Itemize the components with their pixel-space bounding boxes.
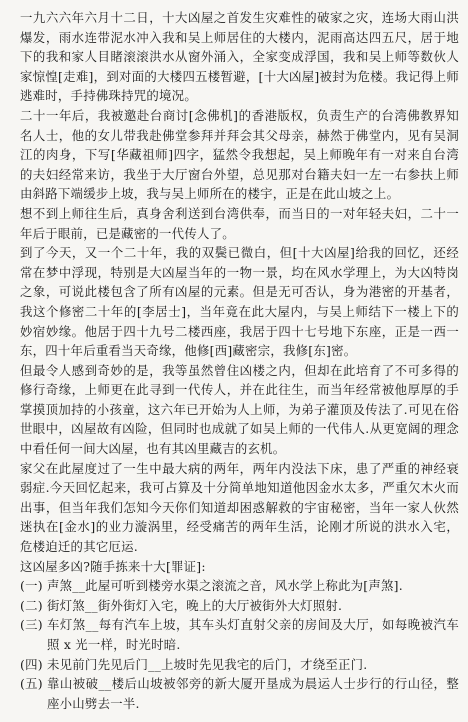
- list-item-number: (二): [20, 597, 43, 613]
- paragraph-wonder: 但最令人感到奇妙的是，我等虽然曾住凶楼之内，但却在此培育了不可多得的修行奇缘，上师更在此寻到一代传人，并在此往生，而当年经常被他厚厚的手掌摸顶加持的小孩童，这六年已开始为人上师，为弟子灌顶及传法了.可见在俗世眼中，凶屋故有凶险，但同时也成就了如吴上师的一代伟人.从更宽阔的理念中看任何一间大凶屋，也有其凶里藏吉的玄机。: [20, 362, 459, 457]
- list-item: [20, 576, 459, 596]
- list-item: [20, 655, 459, 675]
- list-item-number: (四): [20, 656, 43, 672]
- list-item-text: 车灯煞__每有汽车上坡，其车头灯直射父亲的房间及大厅，如每晚被汽车照 x 光一样，时光时暗.: [47, 617, 459, 652]
- list-item-text: 声煞__此屋可听到楼旁水渠之滚流之音，风水学上称此为[声煞].: [47, 578, 403, 594]
- paragraph-taiwan-visit: 二十一年后，我被邀赴台商讨[念佛机]的香港版权，负责生产的台湾佛教界知名人士，他的女儿带我赴佛堂参拜并拜会其父母亲，赫然于佛堂内，见有吴洞江的肉身，下写[华藏祖师]四字，猛然令我想起，吴上师晚年有一对来自台湾的夫妇经常来访，我坐于大厅窗台外望，总见那对台籍夫妇一左一右参扶上师由斜路下端缓步上坡，我与吴上师所在的楼宇，正是在此山坡之上。: [20, 107, 459, 202]
- paragraph-father-illness: 家父在此屋度过了一生中最大病的两年，两年内没法下床，患了严重的神经衰弱症.今天回忆起来，我可占算及十分简单地知道他因金水太多，严重欠木火而出事，但当年我们怎知今天你们知道却困惑解救的宇宙秘密，当年一家人伙然迷执在[金水]的业力漩涡里，经受痛苦的两年生活，论刚才所说的洪水入宅，危楼迫迁的其它厄运.: [20, 460, 459, 555]
- list-item-number: (三): [20, 617, 43, 633]
- paragraph-flood: 一九六六年六月十二日，十大凶屋之首发生灾难性的破家之灾，连场大雨山洪爆发，雨水连带泥水冲入我和吴上师居住的大楼内，泥雨高达四五尺，居于地下的我和家人目睹滚滚洪水从窗外涌入，全家变成浮国，我和吴上师等数伙人家惊惶[走难]，到对面的大楼四五楼暂避，[十大凶屋]被封为危楼。我记得上师逃难时，手持佛珠持咒的境况。: [20, 10, 459, 104]
- list-item-text: 未见前门先见后门__上坡时先见我宅的后门，才绕至正门.: [47, 656, 368, 672]
- list-item: [20, 674, 459, 713]
- list-item-text: 靠山被破__楼后山坡被邻旁的新大厦开垦成为晨运人士步行的行山径，整座小山劈去一半.: [47, 676, 459, 711]
- list-item-text: 街灯煞__街外街灯入宅，晚上的大厅被街外大灯照射.: [47, 597, 343, 613]
- paragraph-twenty-years: 到了今天，又一个二十年，我的双鬓已微白，但[十大凶屋]给我的回忆，还经常在梦中浮现，特别是大凶屋当年的一物一景，均在风水学理上，为大凶特岗之象，可说此楼包含了所有凶屋的元素。但是无可否认，身为港密的开基者，我这个修密二十年的[李居士]，当年竟在此大屋内，与吴上师结下一楼上下的妙宿妙缘。他居于四十九号二楼西座，我居于四十七号地下东座，正是一西一东，四十年后重看当天奇缘，他修[西]藏密宗，我修[东]密。: [20, 245, 459, 359]
- evidence-list: [20, 576, 459, 713]
- list-item: [20, 596, 459, 616]
- list-intro: 这凶屋多凶?随手拣来十大[罪证]:: [20, 558, 206, 574]
- list-item-number: (一): [20, 578, 43, 594]
- list-item: [20, 615, 459, 654]
- paragraph-successor: 想不到上师往生后，真身舍利送到台湾供奉，而当日的一对年轻夫妇，二十一年后于眼前，已是藏密的一代传人了。: [20, 205, 459, 241]
- list-item-number: (五): [20, 676, 43, 692]
